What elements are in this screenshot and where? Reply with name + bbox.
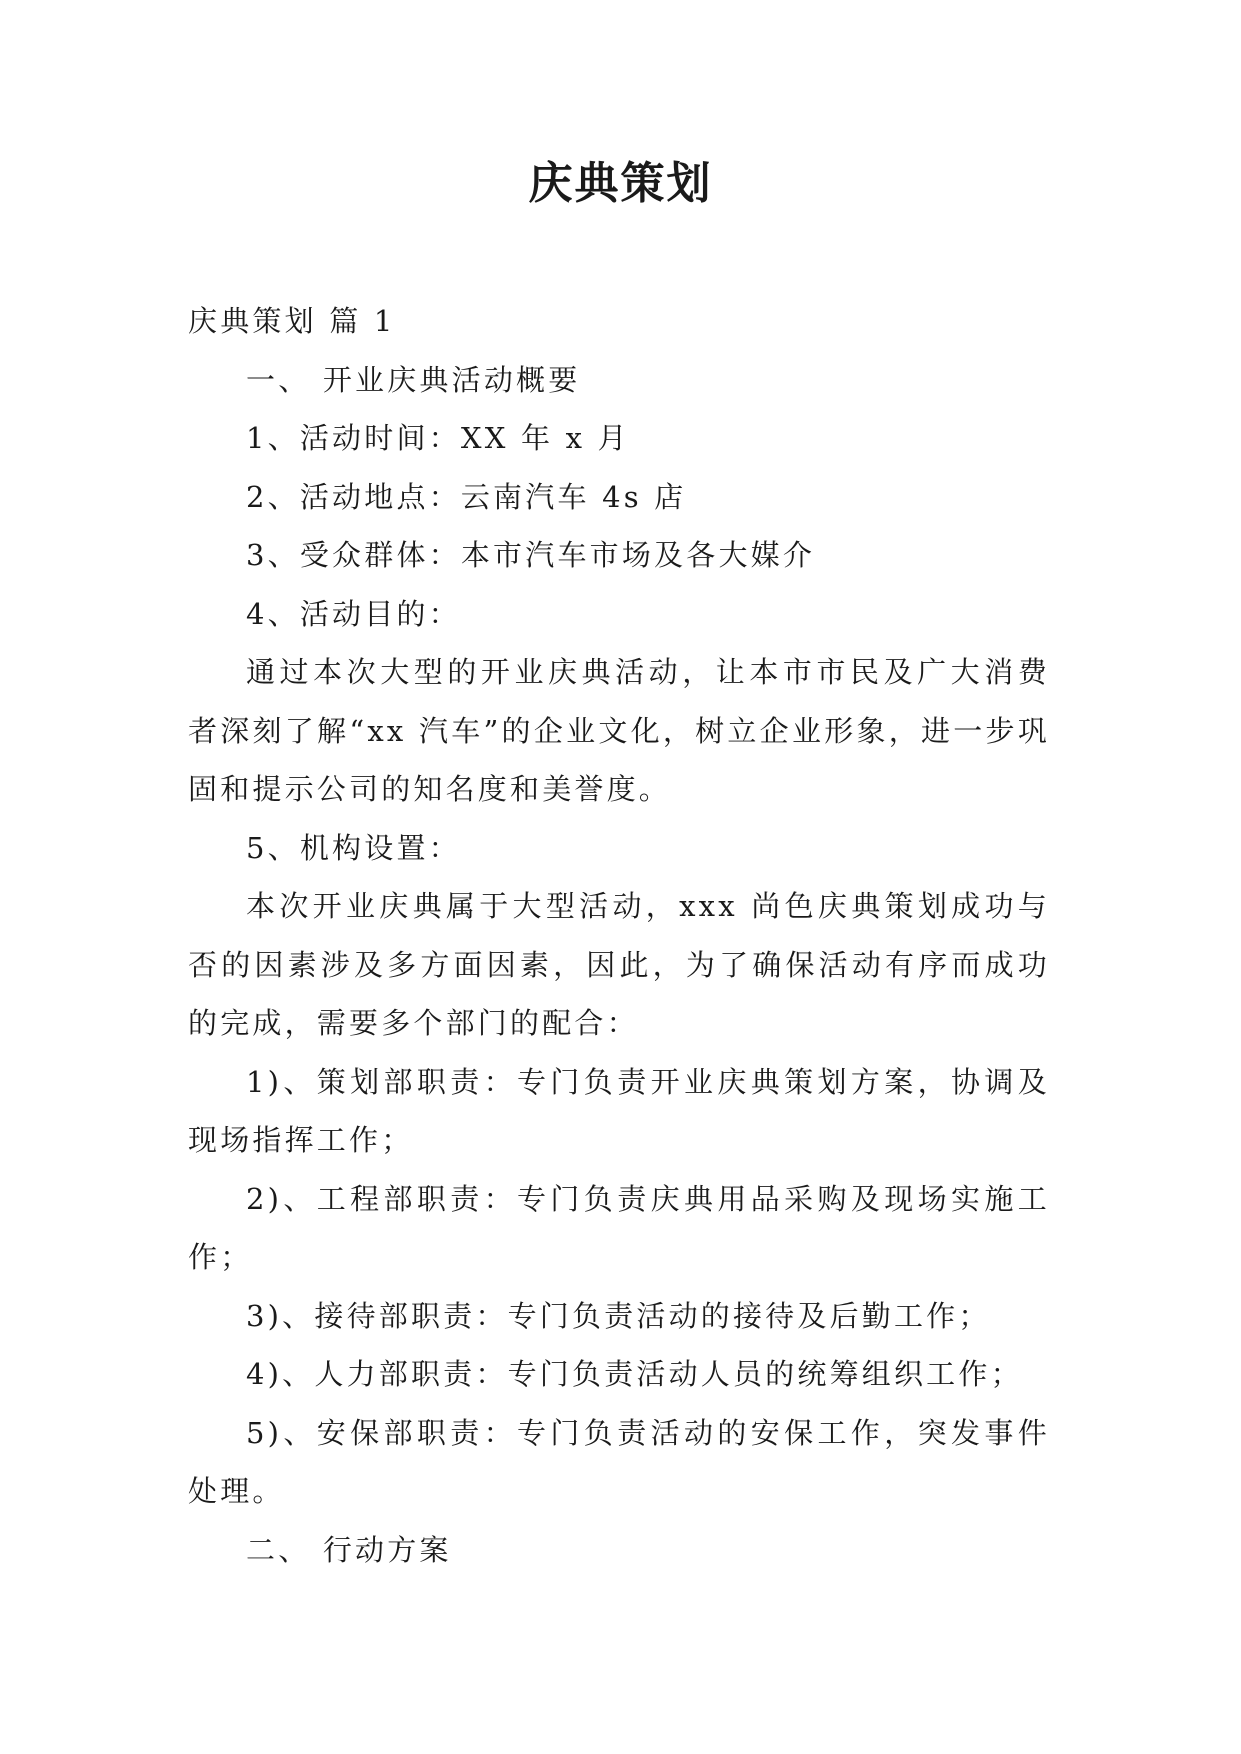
- purpose-paragraph: 通过本次大型的开业庆典活动，让本市市民及广大消费者深刻了解“xx 汽车”的企业文化，树立企业形象，进一步巩固和提示公司的知名度和美誉度。: [188, 655, 1050, 806]
- part1-heading: 一、 开业庆典活动概要: [246, 362, 581, 397]
- document-body: [188, 292, 1050, 1579]
- duty-reception: 3)、接待部职责：专门负责活动的接待及后勤工作；: [246, 1298, 991, 1333]
- list-item-location: 2、活动地点：云南汽车 4s 店: [246, 479, 687, 514]
- list-item-time: 1、活动时间：XX 年 x 月: [246, 421, 630, 455]
- list-item-audience: 3、受众群体：本市汽车市场及各大媒介: [246, 538, 816, 572]
- list-item-purpose: 4、活动目的：: [246, 596, 461, 631]
- duty-hr: 4)、人力部职责：专门负责活动人员的统筹组织工作；: [246, 1357, 1023, 1391]
- section-heading: 庆典策划 篇 1: [188, 304, 396, 338]
- document-title: 庆典策划: [528, 158, 713, 209]
- duty-engineering: 2)、工程部职责：专门负责庆典用品采购及现场实施工作；: [188, 1181, 1050, 1274]
- part2-heading: 二、 行动方案: [246, 1532, 452, 1567]
- duty-planning: 1)、策划部职责：专门负责开业庆典策划方案，协调及现场指挥工作；: [188, 1064, 1050, 1157]
- organization-paragraph: 本次开业庆典属于大型活动，xxx 尚色庆典策划成功与否的因素涉及多方面因素，因此，为了确保活动有序而成功的完成，需要多个部门的配合：: [188, 889, 1050, 1040]
- list-item-organization: 5、机构设置：: [246, 830, 461, 865]
- duty-security: 5)、安保部职责：专门负责活动的安保工作，突发事件处理。: [188, 1415, 1050, 1508]
